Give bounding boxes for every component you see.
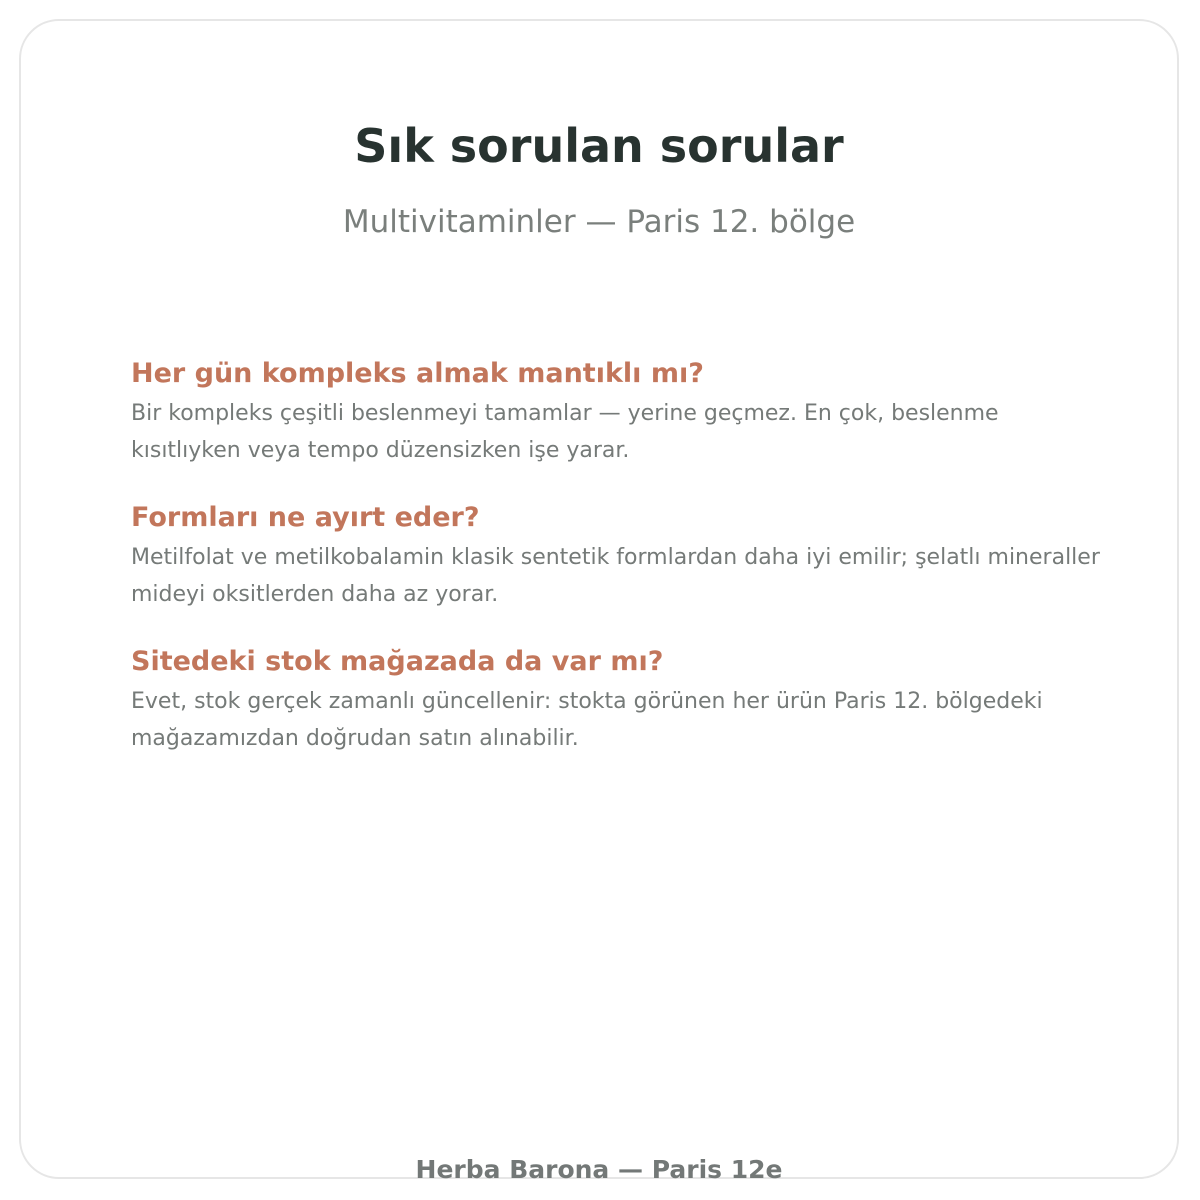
footer-brand: Herba Barona — Paris 12e — [415, 1155, 783, 1184]
faq-item — [131, 355, 1111, 469]
faq-answer: Evet, stok gerçek zamanlı güncellenir: stokta görünen her ürün Paris 12. bölgedeki mağazamızdan doğrudan satın alınabilir. — [131, 689, 1043, 751]
faq-list — [131, 355, 1111, 787]
faq-answer: Bir kompleks çeşitli beslenmeyi tamamlar — yerine geçmez. En çok, beslenme kısıtlıyken veya tempo düzensizken işe yarar. — [131, 401, 999, 463]
faq-item — [131, 643, 1111, 757]
faq-item — [131, 499, 1111, 613]
faq-card — [19, 19, 1179, 1184]
faq-answer: Metilfolat ve metilkobalamin klasik sentetik formlardan daha iyi emilir; şelatlı mineraller mideyi oksitlerden daha az yorar. — [131, 545, 1100, 607]
page-title: Sık sorulan sorular — [354, 119, 844, 173]
faq-question: Her gün kompleks almak mantıklı mı? — [131, 358, 704, 389]
page-subtitle: Multivitaminler — Paris 12. bölge — [342, 204, 856, 240]
faq-question: Formları ne ayırt eder? — [131, 502, 480, 533]
faq-question: Sitedeki stok mağazada da var mı? — [131, 646, 664, 677]
